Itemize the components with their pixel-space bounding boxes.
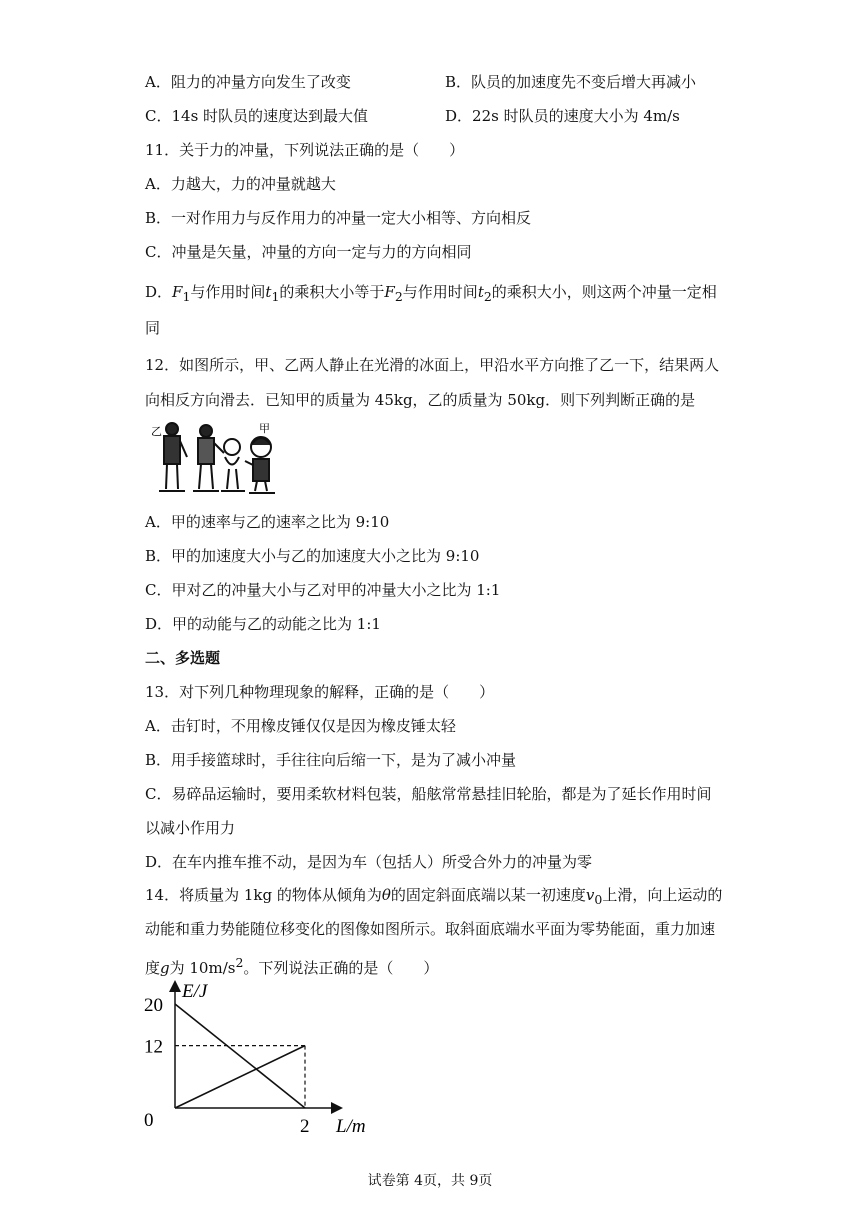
q11-d-text2: 的乘积大小等于 <box>279 283 385 301</box>
v0-symbol: v <box>585 886 595 904</box>
energy-displacement-chart <box>140 975 390 1135</box>
figure-child <box>221 439 245 491</box>
series-line-2 <box>175 1046 305 1108</box>
f1-symbol: F <box>172 283 183 301</box>
q12-option-d: D．甲的动能与乙的动能之比为 1:1 <box>145 615 381 633</box>
q11-d-text1: 与作用时间 <box>190 283 266 301</box>
q10-option-c: C．14s 时队员的速度达到最大值 <box>145 107 369 125</box>
q14-text1: 14．将质量为 1kg 的物体从倾角为 <box>145 886 382 904</box>
figure-man <box>193 425 224 491</box>
q11-option-c: C．冲量是矢量，冲量的方向一定与力的方向相同 <box>145 243 472 261</box>
q13-option-c: C．易碎品运输时，要用柔软材料包装，船舷常常悬挂旧轮胎，都是为了延长作用时间 <box>145 785 712 803</box>
g-symbol: g <box>160 959 170 977</box>
q10-option-a: A．阻力的冲量方向发生了改变 <box>145 73 351 91</box>
q13-option-b: B．用手接篮球时，手往往向后缩一下，是为了减小冲量 <box>145 751 517 769</box>
squared-superscript: 2 <box>235 955 244 970</box>
t1-symbol: t <box>265 283 272 301</box>
q14-text6: 。下列说法正确的是（ ） <box>243 959 439 977</box>
q12-option-b: B．甲的加速度大小与乙的加速度大小之比为 9:10 <box>145 547 480 565</box>
label-jia: 甲 <box>259 422 270 435</box>
x-tick-label-1: 2 <box>300 1116 310 1135</box>
q10-option-d: D．22s 时队员的速度大小为 4m/s <box>445 107 680 125</box>
figure-yi <box>159 423 187 491</box>
q14-text2: 的固定斜面底端以某一初速度 <box>390 886 586 904</box>
q14-stem-line2: 动能和重力势能随位移变化的图像如图所示。取斜面底端水平面为零势能面，重力加速 <box>145 920 716 938</box>
q11-d-text4: 的乘积大小，则这两个冲量一定相 <box>491 283 717 301</box>
q11-stem: 11．关于力的冲量，下列说法正确的是（ ） <box>145 141 465 159</box>
q11-d-prefix: D． <box>145 283 173 301</box>
figure-jia <box>245 437 275 493</box>
label-yi: 乙 <box>151 425 162 438</box>
q12-option-c: C．甲对乙的冲量大小与乙对甲的冲量大小之比为 1:1 <box>145 581 501 599</box>
y-tick-label-1: 20 <box>144 995 163 1016</box>
t1-subscript: 1 <box>271 289 280 304</box>
y-tick-label-3: 0 <box>144 1110 154 1131</box>
y-tick-label-2: 12 <box>144 1036 163 1058</box>
q11-option-b: B．一对作用力与反作用力的冲量一定大小相等、方向相反 <box>145 209 532 227</box>
q10-option-b: B．队员的加速度先不变后增大再减小 <box>445 73 697 91</box>
q14-text3: 上滑，向上运动的 <box>602 886 723 904</box>
v0-subscript: 0 <box>594 892 603 907</box>
y-axis-label: E/J <box>182 981 208 1002</box>
q14-stem-line1 <box>145 885 722 910</box>
q14-text4: 度 <box>145 959 161 977</box>
q11-option-a: A．力越大，力的冲量就越大 <box>145 175 336 193</box>
q11-d-text3: 与作用时间 <box>402 283 478 301</box>
series-line-1 <box>175 1004 305 1108</box>
q13-option-c-continued: 以减小作用力 <box>145 819 236 837</box>
section-title-multi-choice: 二、多选题 <box>145 649 221 667</box>
f2-subscript: 2 <box>394 289 403 304</box>
f2-symbol: F <box>384 283 395 301</box>
f1-subscript: 1 <box>182 289 191 304</box>
theta-symbol: θ <box>381 886 391 904</box>
skaters-illustration <box>149 417 281 499</box>
x-axis-label: L/m <box>336 1116 366 1135</box>
q13-stem: 13．对下列几种物理现象的解释，正确的是（ ） <box>145 683 495 701</box>
q13-option-a: A．击钉时，不用橡皮锤仅仅是因为橡皮锤太轻 <box>145 717 456 735</box>
q12-stem-line1: 12．如图所示，甲、乙两人静止在光滑的冰面上，甲沿水平方向推了乙一下，结果两人 <box>145 356 720 374</box>
q12-option-a: A．甲的速率与乙的速率之比为 9:10 <box>145 513 390 531</box>
page-footer: 试卷第 4页，共 9页 <box>367 1173 493 1189</box>
q11-option-d <box>145 282 717 307</box>
q12-stem-line2: 向相反方向滑去．已知甲的质量为 45kg，乙的质量为 50kg．则下列判断正确的是 <box>145 391 696 409</box>
t2-subscript: 2 <box>483 289 492 304</box>
q11-option-d-continued: 同 <box>145 319 161 337</box>
q14-text5: 为 10m/s <box>169 959 236 977</box>
t2-symbol: t <box>477 283 484 301</box>
q13-option-d: D．在车内推车推不动，是因为车（包括人）所受合外力的冲量为零 <box>145 853 593 871</box>
